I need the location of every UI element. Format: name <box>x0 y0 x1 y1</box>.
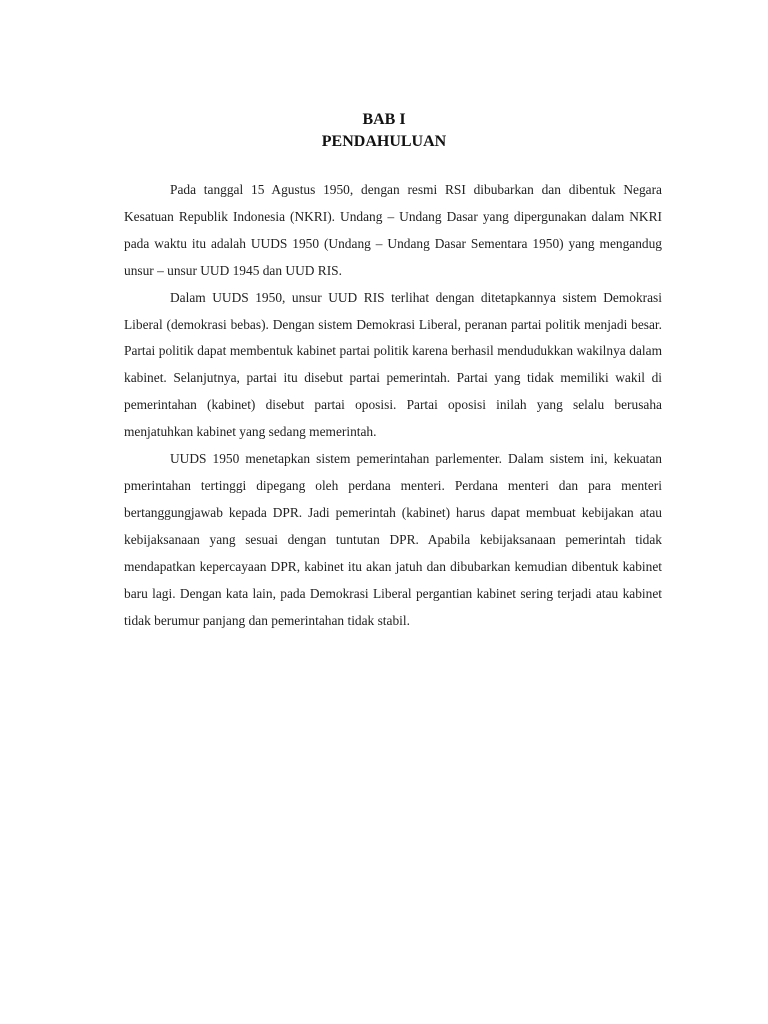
paragraph-2: Dalam UUDS 1950, unsur UUD RIS terlihat dengan ditetapkannya sistem Demokrasi Liberal (demokrasi bebas). Dengan sistem Demokrasi Liberal, peranan partai politik menjadi besar. Partai politik dapat membentuk kabinet partai politik karena berhasil mendudukkan wakilnya dalam kabinet. Selanjutnya, partai itu disebut partai pemerintah. Partai yang tidak memiliki wakil di pemerintahan (kabinet) disebut partai oposisi. Partai oposisi inilah yang selalu berusaha menjatuhkan kabinet yang sedang memerintah. <box>124 289 662 440</box>
paragraph-1: Pada tanggal 15 Agustus 1950, dengan resmi RSI dibubarkan dan dibentuk Negara Kesatuan Republik Indonesia (NKRI). Undang – Undang Dasar yang dipergunakan dalam NKRI pada waktu itu adalah UUDS 1950 (Undang – Undang Dasar Sementara 1950) yang mengandug unsur – unsur UUD 1945 dan UUD RIS. <box>124 182 662 278</box>
chapter-title: PENDAHULUAN <box>321 133 447 150</box>
chapter-heading: BAB I <box>362 111 406 128</box>
document-body <box>124 177 662 634</box>
paragraph-3: UUDS 1950 menetapkan sistem pemerintahan parlementer. Dalam sistem ini, kekuatan pmerintahan tertinggi dipegang oleh perdana menteri. Perdana menteri dan para menteri bertanggungjawab kepada DPR. Jadi pemerintah (kabinet) harus dapat membuat kebijakan atau kebijaksanaan yang sesuai dengan tuntutan DPR. Apabila kebijaksanaan pemerintah tidak mendapatkan kepercayaan DPR, kabinet itu akan jatuh dan dibubarkan kemudian dibentuk kabinet baru lagi. Dengan kata lain, pada Demokrasi Liberal pergantian kabinet sering terjadi atau kabinet tidak berumur panjang dan pemerintahan tidak stabil. <box>124 451 662 628</box>
